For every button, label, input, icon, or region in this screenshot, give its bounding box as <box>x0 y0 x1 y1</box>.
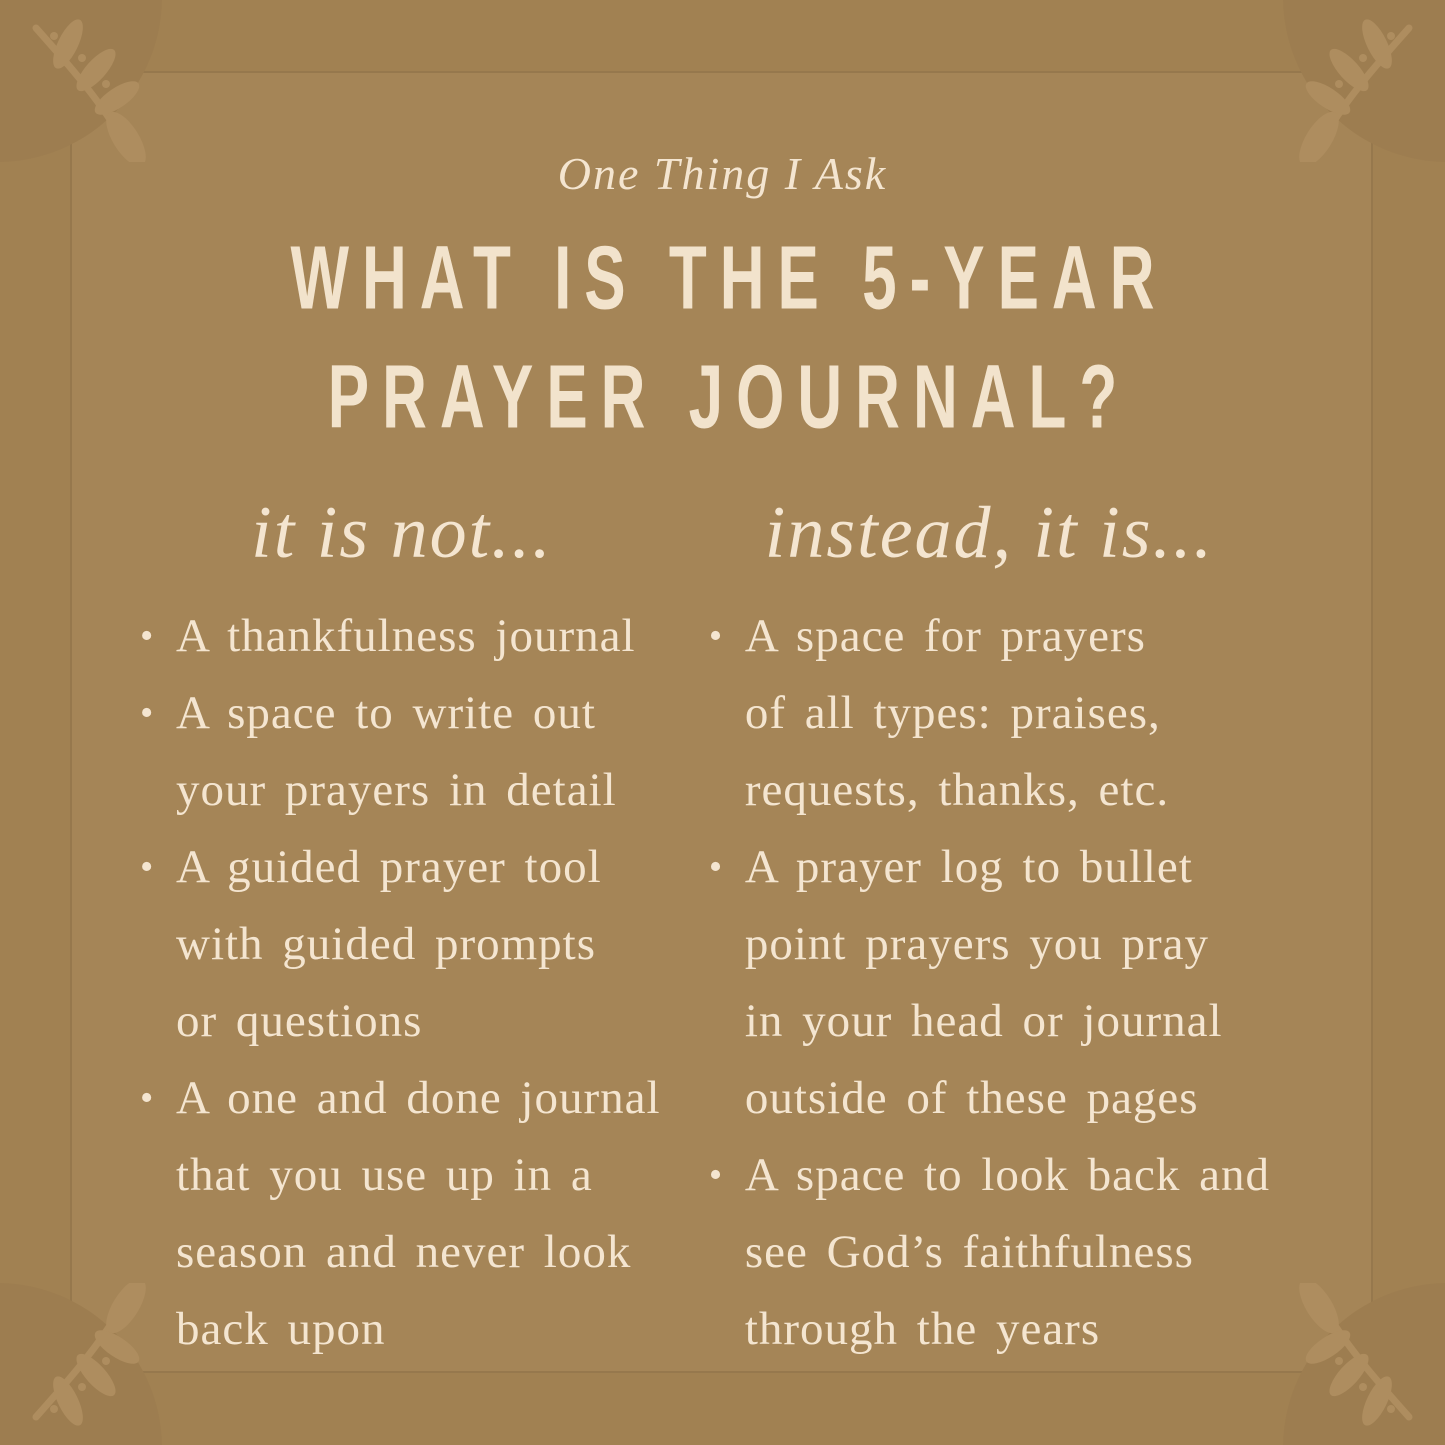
bullet-dot-icon: • <box>140 846 155 888</box>
column-instead-it-is <box>694 462 1445 1368</box>
column-it-is-not <box>0 462 694 1368</box>
bullet-item: • A space for prayers of all types: praises, requests, thanks, etc. <box>709 598 1270 829</box>
column-heading: instead, it is... <box>764 492 1215 574</box>
bullet-item: • A space to write out your prayers in detail <box>140 675 664 829</box>
bullet-item: • A space to look back and see God’s faithfulness through the years <box>709 1137 1270 1368</box>
bullet-dot-icon: • <box>708 846 724 888</box>
bullet-dot-icon: • <box>708 615 724 657</box>
bullet-dot-icon: • <box>140 692 155 734</box>
leaf-sprig-icon <box>1279 12 1429 162</box>
bullet-dot-icon: • <box>140 615 155 657</box>
bullet-list <box>140 598 664 1368</box>
bullet-dot-icon: • <box>140 1077 155 1119</box>
bullet-dot-icon: • <box>708 1154 724 1196</box>
bullet-item: • A one and done journal that you use up in a season and never look back upon <box>140 1060 664 1368</box>
bullet-item: • A thankfulness journal <box>140 598 664 675</box>
comparison-columns <box>0 462 1445 1368</box>
page-title <box>0 220 1445 458</box>
bullet-item: • A guided prayer tool with guided prompts or questions <box>140 829 664 1060</box>
bullet-list <box>709 598 1270 1368</box>
page-title-line-1: WHAT IS THE 5-YEAR <box>290 228 1168 329</box>
eyebrow-text: One Thing I Ask <box>557 148 888 199</box>
leaf-sprig-icon <box>16 12 166 162</box>
bullet-item: • A prayer log to bullet point prayers you pray in your head or journal outside of these pages <box>709 829 1270 1137</box>
column-heading: it is not... <box>251 492 553 574</box>
page-title-line-2: PRAYER JOURNAL? <box>327 347 1131 448</box>
